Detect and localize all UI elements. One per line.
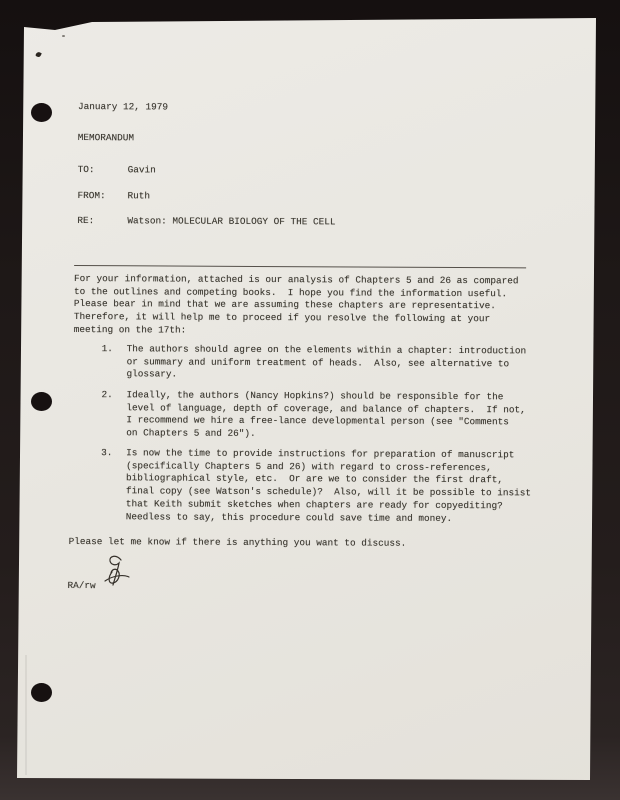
field-value-from: Ruth xyxy=(127,190,151,202)
body-paragraph: For your information, attached is our analysis of Chapters 5 and 26 as compared to the outlines and competing books. I hope you find the information useful. Please bear in mind that we are assuming these chapters are representative. Therefore, it will help me to proceed if you resolve the following at your meeting on the 17th: xyxy=(73,272,519,336)
handwritten-signature xyxy=(98,553,132,591)
closing-line: Please let me know if there is anything you want to discuss. xyxy=(68,535,407,549)
field-value-re: Watson: MOLECULAR BIOLOGY OF THE CELL xyxy=(127,215,336,228)
field-label-to: TO: xyxy=(77,164,95,176)
list-item-3-text: Is now the time to provide instructions for preparation of manuscript (specifically Chapters 5 and 26) with regard to cross-references, bibliographical style, etc. Or are we to consider the first draft, final copy (see Watson's schedule)? Also, will it be possible to insist that Keith submit sketches when chapters are ready for copyediting? Needless to say, this procedure could save time and money. xyxy=(125,447,532,524)
list-item-2-text: Ideally, the authors (Nancy Hopkins?) should be responsible for the level of language, depth of coverage, and balance of chapters. If not, I recommend we hire a free-lance developmental person (see "Comments on Chapters 5 and 26"). xyxy=(126,389,526,440)
list-item-1-text: The authors should agree on the elements within a chapter: introduction or summary and uniform treatment of heads. Also, see alternative to glossary. xyxy=(126,343,527,380)
list-item-1-number: 1. xyxy=(101,343,113,355)
field-value-to: Gavin xyxy=(127,164,156,176)
typist-initials: RA/rw xyxy=(67,579,96,592)
typed-divider-rule xyxy=(74,265,526,268)
field-label-from: FROM: xyxy=(77,190,106,202)
memo-title: MEMORANDUM xyxy=(77,132,135,144)
field-label-re: RE: xyxy=(77,215,95,227)
list-item-3-number: 3. xyxy=(101,447,113,459)
list-item-2-number: 2. xyxy=(101,389,113,401)
memo-date: January 12, 1979 xyxy=(77,101,169,113)
